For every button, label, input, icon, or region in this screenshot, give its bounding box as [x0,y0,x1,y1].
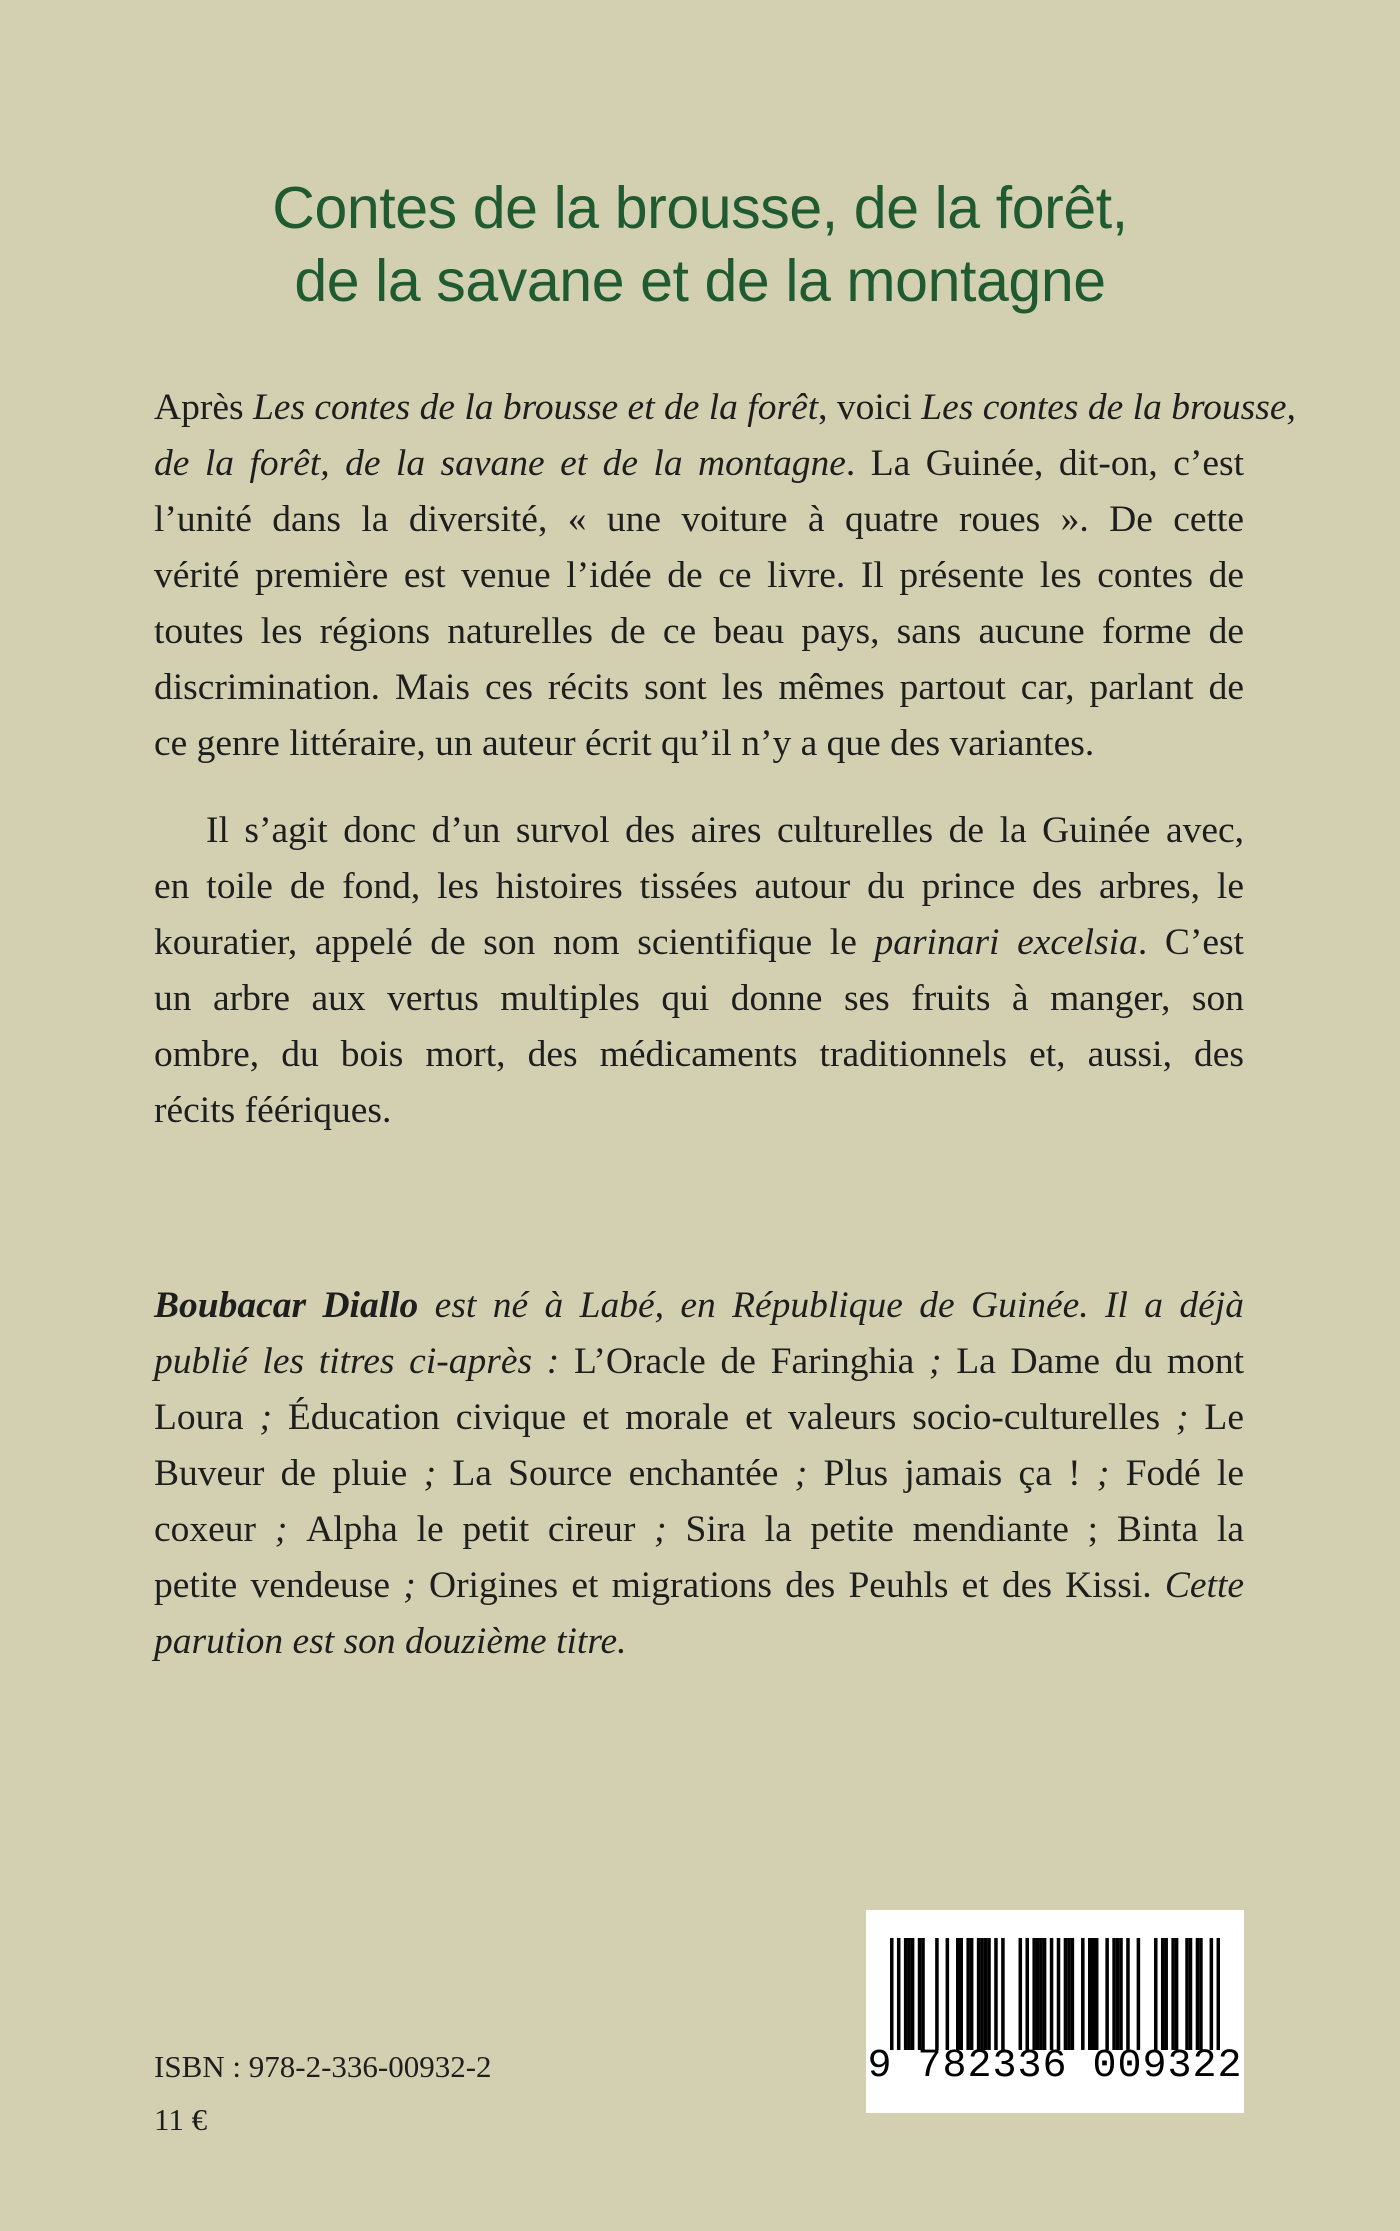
barcode-bar [1067,1938,1071,2050]
text-line: en toile de fond, les histoires tissées autour du prince des arbres, le [154,866,1244,907]
barcode-bar [977,1938,981,2050]
barcode-bar [987,1938,991,2050]
book-title [0,172,1400,318]
barcode-bar [980,1938,984,2050]
barcode-bar [918,1938,922,2050]
barcode-bar [1126,1938,1130,2050]
barcode-bar [1161,1938,1165,2050]
barcode-bar [911,1938,915,2050]
text-line: coxeur ; Alpha le petit cireur ; Sira la petite mendiante ; Binta la [154,1509,1244,1550]
barcode-bar [984,1938,988,2050]
barcode-bar [1036,1938,1040,2050]
text-line: Buveur de pluie ; La Source enchantée ; Plus jamais ça ! ; Fodé le [154,1453,1244,1494]
text-line: toutes les régions naturelles de ce beau pays, sans aucune forme de [154,611,1244,652]
text-line: un arbre aux vertus multiples qui donne ses fruits à manger, son [154,978,1244,1019]
barcode-bar [1185,1938,1189,2050]
summary-paragraph-2 [154,803,1244,1139]
text-line: kouratier, appelé de son nom scientifique le parinari excelsia. C’est [154,922,1244,963]
barcode-bar [1196,1938,1200,2050]
barcode-bar [1171,1938,1175,2050]
barcode-bar [897,1938,901,2050]
barcode-bar [1043,1938,1047,2050]
barcode-bar [1105,1938,1109,2050]
author-name: Boubacar Diallo [154,1285,419,1326]
barcode-bar [907,1938,911,2050]
barcode-bar [921,1938,925,2050]
text-line: l’unité dans la diversité, « une voiture à quatre roues ». De cette [154,499,1244,540]
barcode-bar [935,1938,939,2050]
barcode-bar [1001,1938,1005,2050]
text-line: parution est son douzième titre. [154,1621,627,1662]
barcode-bar [904,1938,908,2050]
price: 11 € [154,2102,208,2137]
barcode-bar [966,1938,970,2050]
barcode [866,1910,1244,2113]
barcode-bar [1210,1938,1214,2050]
text-line: de la forêt, de la savane et de la montagne. La Guinée, dit-on, c’est [154,443,1244,484]
barcode-bar [890,1938,894,2050]
barcode-bar [1116,1938,1120,2050]
barcode-bar [1071,1938,1075,2050]
text-line: petite vendeuse ; Origines et migrations des Peuhls et des Kissi. Cette [154,1565,1245,1606]
barcode-bar [1189,1938,1193,2050]
barcode-digits: 9 782336 009322 [867,2044,1243,2089]
author-bio [154,1278,1244,1670]
barcode-bar [1137,1938,1141,2050]
barcode-bar [1112,1938,1116,2050]
barcode-bar [1119,1938,1123,2050]
barcode-bar [1091,1938,1095,2050]
barcode-bar [1175,1938,1179,2050]
barcode-bar [959,1938,963,2050]
text-line: Après Les contes de la brousse et de la forêt, voici Les contes de la brousse, [154,387,1296,428]
barcode-bar [1050,1938,1054,2050]
summary-paragraph-1 [154,380,1296,772]
barcode-bar [994,1938,998,2050]
barcode-bar [1039,1938,1043,2050]
barcode-bar [956,1938,960,2050]
barcode-bars [890,1938,1220,2050]
barcode-bar [1095,1938,1099,2050]
barcode-bar [1032,1938,1036,2050]
barcode-bar [1019,1938,1023,2050]
text-line: vérité première est venue l’idée de ce livre. Il présente les contes de [154,555,1244,596]
barcode-bar [1064,1938,1068,2050]
barcode-bar [1057,1938,1061,2050]
isbn: ISBN : 978-2-336-00932-2 [154,2049,492,2084]
text-line: ce genre littéraire, un auteur écrit qu’il n’y a que des variantes. [154,723,1095,764]
text-line: Boubacar Diallo est né à Labé, en République de Guinée. Il a déjà [154,1285,1244,1326]
barcode-bar [1081,1938,1085,2050]
text-line: discrimination. Mais ces récits sont les mêmes partout car, parlant de [154,667,1244,708]
barcode-bar [1088,1938,1092,2050]
barcode-bar [1154,1938,1158,2050]
barcode-bar [946,1938,950,2050]
barcode-bar [1164,1938,1168,2050]
text-line: Il s’agit donc d’un survol des aires culturelles de la Guinée avec, [206,810,1244,851]
text-line: Loura ; Éducation civique et morale et valeurs socio-culturelles ; Le [154,1397,1244,1438]
text-line: ombre, du bois mort, des médicaments traditionnels et, aussi, des [154,1034,1244,1075]
barcode-bar [1025,1938,1029,2050]
barcode-bar [1199,1938,1203,2050]
title-line-1: Contes de la brousse, de la forêt, [272,175,1128,241]
title-line-2: de la savane et de la montagne [294,248,1106,314]
barcode-bar [970,1938,974,2050]
barcode-bar [1217,1938,1220,2050]
text-line: publié les titres ci-après : L’Oracle de Faringhia ; La Dame du mont [154,1341,1244,1382]
text-line: récits féériques. [154,1090,392,1131]
